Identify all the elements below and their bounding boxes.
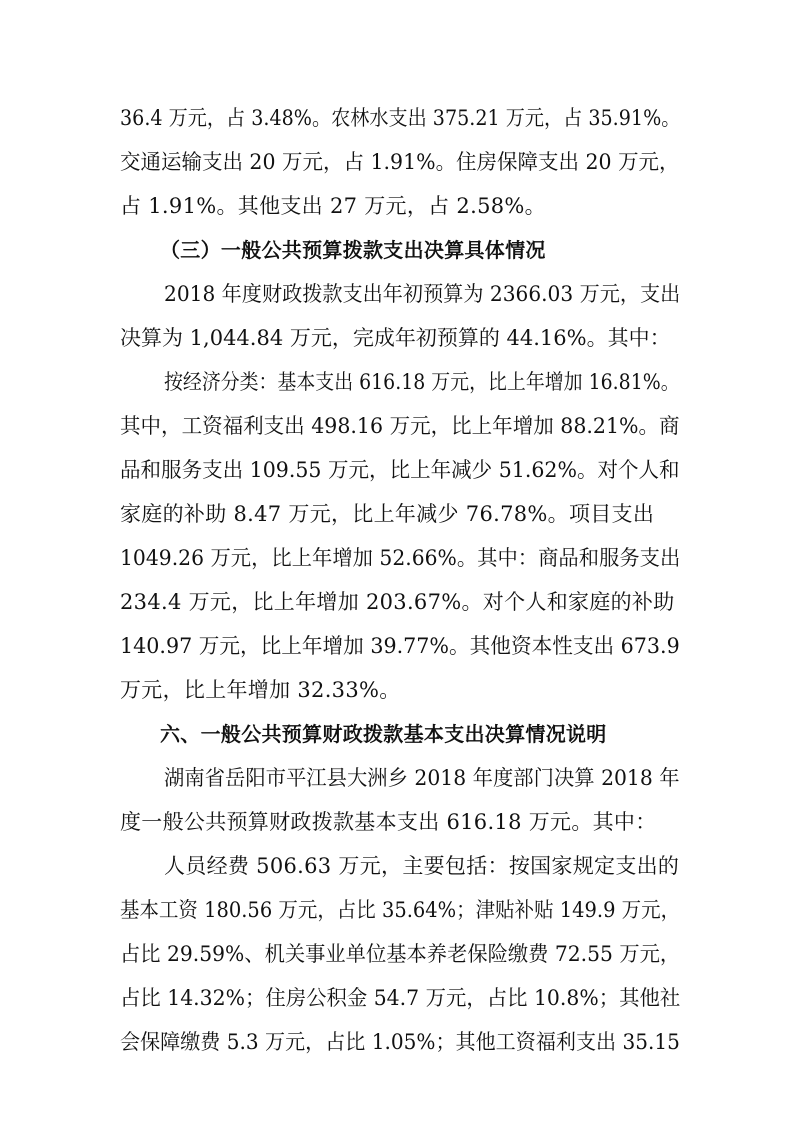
section-heading: （三）一般公共预算拨款支出决算具体情况 <box>160 238 546 262</box>
text-line: 万元，比上年增加 32.33%。 <box>120 678 401 702</box>
text-line: 人员经费 506.63 万元，主要包括：按国家规定支出的 <box>164 854 680 878</box>
text-line: 家庭的补助 8.47 万元，比上年减少 76.78%。项目支出 <box>120 502 655 526</box>
text-line: 36.4 万元，占 3.48%。农林水支出 375.21 万元，占 35.91%。 <box>120 106 681 130</box>
text-line: 234.4 万元，比上年增加 203.67%。对个人和家庭的补助 <box>120 590 675 614</box>
text-line: 湖南省岳阳市平江县大洲乡 2018 年度部门决算 2018 年 <box>164 766 680 790</box>
text-line: 品和服务支出 109.55 万元，比上年减少 51.62%。对个人和 <box>120 458 680 482</box>
text-line: 140.97 万元，比上年增加 39.77%。其他资本性支出 673.9 <box>120 634 680 658</box>
text-line: 2018 年度财政拨款支出年初预算为 2366.03 万元，支出 <box>164 282 681 306</box>
text-line: 1049.26 万元，比上年增加 52.66%。其中：商品和服务支出 <box>120 546 681 570</box>
text-line: 基本工资 180.56 万元，占比 35.64%；津贴补贴 149.9 万元， <box>120 898 681 922</box>
text-line: 占比 29.59%、机关事业单位基本养老保险缴费 72.55 万元， <box>120 942 681 966</box>
text-line: 决算为 1,044.84 万元，完成年初预算的 44.16%。其中： <box>120 326 671 350</box>
text-line: 交通运输支出 20 万元，占 1.91%。住房保障支出 20 万元， <box>120 150 680 174</box>
text-line: 度一般公共预算财政拨款基本支出 616.18 万元。其中： <box>120 810 657 834</box>
text-line: 占 1.91%。其他支出 27 万元，占 2.58%。 <box>120 194 546 218</box>
text-line: 按经济分类：基本支出 616.18 万元，比上年增加 16.81%。 <box>164 370 680 394</box>
text-line: 占比 14.32%；住房公积金 54.7 万元，占比 10.8%；其他社 <box>120 986 681 1010</box>
section-heading: 六、一般公共预算财政拨款基本支出决算情况说明 <box>160 722 607 746</box>
text-line: 会保障缴费 5.3 万元，占比 1.05%；其他工资福利支出 35.15 <box>120 1030 680 1054</box>
text-line: 其中，工资福利支出 498.16 万元，比上年增加 88.21%。商 <box>120 414 680 438</box>
